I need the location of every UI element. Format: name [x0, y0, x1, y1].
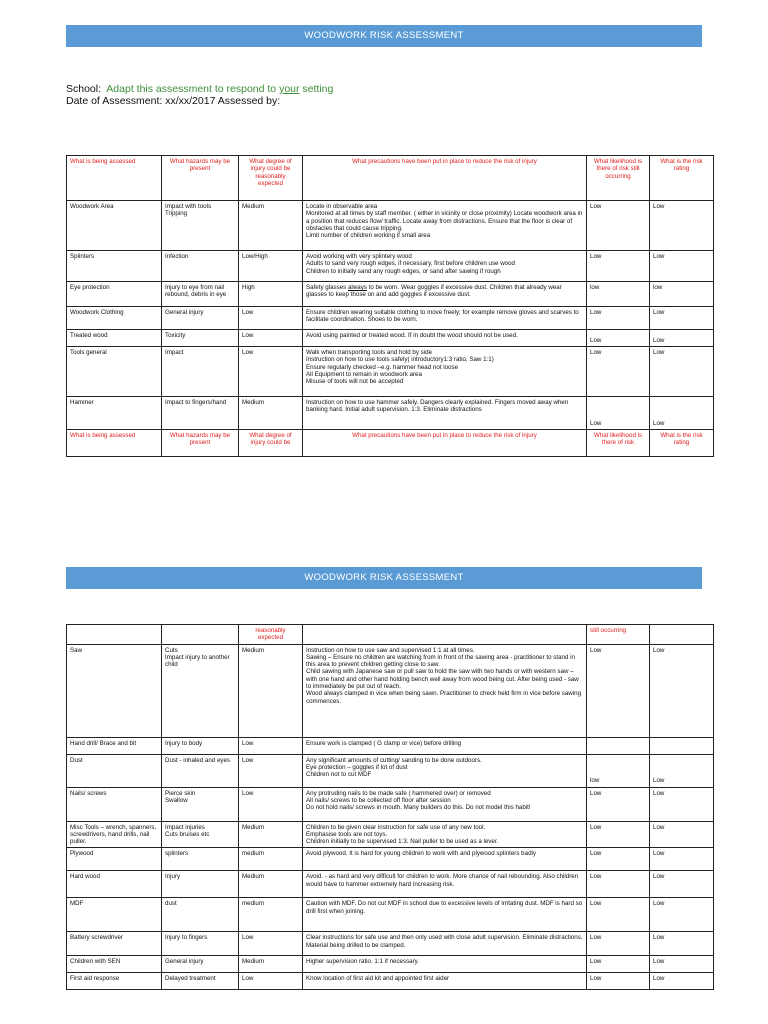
cell-degree: Low — [239, 307, 303, 330]
cell-likelihood: Low — [587, 397, 650, 430]
cell-hazard: Injury to body — [162, 737, 239, 754]
school-value-post: setting — [299, 83, 334, 95]
cell-rating: Low — [650, 898, 714, 932]
table-row — [67, 251, 714, 282]
cell-precautions: Children to be given clear instruction for safe use of any new tool. Emphasise tools are not toys. Children initially to be supervised 1:3. Nail puller to be used as a lever. — [303, 821, 587, 848]
cell-precautions: Safety glasses always to be worn. Wear goggles if excessive dust. Children that already wear glasses to keep those on and add goggles if excessive dust. — [303, 282, 587, 307]
cell-rating: Low — [650, 330, 714, 347]
cell-likelihood: Low — [587, 932, 650, 956]
table-row — [67, 330, 714, 347]
table-footer-header-row — [67, 430, 714, 457]
cell-precautions: Walk when transporting tools and hold by side Instruction on how to use tools safely( introductory1:3 ratio, Saw 1:1) Ensure regularly checked –e.g. hammer head not loose All Equipment to remain in woodwork area Misuse of tools will not be accepted — [303, 347, 587, 397]
cell-likelihood: Low — [587, 956, 650, 973]
cell-hazard: Impact — [162, 347, 239, 397]
header-degree: What degree of injury could be — [239, 430, 303, 457]
cell-hazard: Impact injuries Cuts bruises etc — [162, 821, 239, 848]
cell-item: Battery screwdriver — [67, 932, 162, 956]
cell-likelihood: Low — [587, 307, 650, 330]
cell-degree: Low — [239, 347, 303, 397]
cell-likelihood: Low — [587, 644, 650, 737]
table-row — [67, 898, 714, 932]
banner-title: WOODWORK RISK ASSESSMENT — [304, 572, 464, 583]
cell-likelihood: Low — [587, 898, 650, 932]
table-row — [67, 821, 714, 848]
cell-precautions: Avoid using painted or treated wood. If in doubt the wood should not be used. — [303, 330, 587, 347]
header-precautions: What precautions have been put in place to reduce the risk of injury — [303, 430, 587, 457]
cell-item: First aid response — [67, 973, 162, 990]
cell-hazard: Infection — [162, 251, 239, 282]
cell-hazard: splinters — [162, 848, 239, 871]
date-assessed-line: Date of Assessment: xx/xx/2017 Assessed by: — [66, 95, 281, 107]
cell-rating: Low — [650, 973, 714, 990]
cell-item: Children with SEN — [67, 956, 162, 973]
cell-item: Tools general — [67, 347, 162, 397]
cell-degree: medium — [239, 898, 303, 932]
cell-likelihood: Low — [587, 821, 650, 848]
table-row — [67, 848, 714, 871]
table-header-row — [67, 156, 714, 201]
cell-precautions: Avoid working with very splintery wood Adults to sand very rough edges, if necessary, first before children use wood Children to initially sand any rough edges, or sand after sawing if rough — [303, 251, 587, 282]
cell-rating: Low — [650, 871, 714, 898]
cell-likelihood: Low — [587, 251, 650, 282]
cell-item: Woodwork Clothing — [67, 307, 162, 330]
cell-hazard: Cuts Impact injury to another child — [162, 644, 239, 737]
cell-precautions: Locate in observable area Monitored at all times by staff member. ( either in vicinity or close proximity) Locate woodwork area in a position that reduces flow/ traffic. Locate away from distractions. Ensure that the floor is clear of obstacles that could cause tripping. Limit number of children working if small area — [303, 201, 587, 251]
school-line — [66, 83, 333, 95]
cell-rating: Low — [650, 821, 714, 848]
cell-rating: Low — [650, 307, 714, 330]
cell-likelihood: Low — [587, 973, 650, 990]
cell-item: Hard wood — [67, 871, 162, 898]
cell-hazard: Dust - inhaled and eyes — [162, 754, 239, 787]
header-what-empty — [67, 625, 162, 645]
table-row — [67, 397, 714, 430]
header-what: What is being assessed — [67, 430, 162, 457]
cell-degree: medium — [239, 848, 303, 871]
cell-likelihood: low — [587, 754, 650, 787]
table-row — [67, 956, 714, 973]
cell-degree: Low — [239, 754, 303, 787]
cell-degree: High — [239, 282, 303, 307]
cell-rating: Low — [650, 347, 714, 397]
cell-hazard: Impact with tools Tripping — [162, 201, 239, 251]
cell-item: Plywood — [67, 848, 162, 871]
cell-rating: Low — [650, 644, 714, 737]
cell-degree: Low — [239, 737, 303, 754]
cell-likelihood: Low — [587, 347, 650, 397]
cell-rating: Low — [650, 932, 714, 956]
cell-precautions: Instruction on how to use saw and supervised 1:1 at all times. Sawing – Ensure no children are watching from in front of the sawing area - practitioner to stand in this area to prevent children getting close to saw. Child sawing with Japanese saw or pull saw to hold the saw with two hands or with western saw – with one hand and other hand holding bench well away from wood being cut. After being used - saw to immediately be put out of reach. Wood always clamped in vice when being sawn. Practitioner to check held firm in vice before sawing commences. — [303, 644, 587, 737]
table-row — [67, 201, 714, 251]
cell-hazard: Toxicity — [162, 330, 239, 347]
cell-item: Nails/ screws — [67, 787, 162, 821]
cell-hazard: Injury to fingers — [162, 932, 239, 956]
cell-precautions: Caution with MDF. Do not cut MDF in school due to excessive levels of irritating dust. MDF is hard so drill first when joining. — [303, 898, 587, 932]
table-row — [67, 347, 714, 397]
header-degree: What degree of injury could be reasonably expected — [239, 156, 303, 201]
cell-precautions: Avoid plywood. It is hard for young children to work with and plywood splinters badly — [303, 848, 587, 871]
cell-item: Hammer — [67, 397, 162, 430]
cell-precautions: Ensure work is clamped ( G clamp or vice) before drilling — [303, 737, 587, 754]
cell-precautions: Any significant amounts of cutting/ sanding to be done outdoors. Eye protection – goggles if lot of dust Children not to cut MDF — [303, 754, 587, 787]
cell-likelihood: Low — [587, 848, 650, 871]
header-likelihood: What likelihood is there of risk — [587, 430, 650, 457]
header-what: What is being assessed — [67, 156, 162, 201]
header-likelihood: still occurring — [587, 625, 650, 645]
cell-item: Treated wood — [67, 330, 162, 347]
cell-rating — [650, 737, 714, 754]
header-hazards: What hazards may be present — [162, 156, 239, 201]
cell-hazard: Delayed treatment — [162, 973, 239, 990]
school-label: School: — [66, 83, 102, 95]
cell-item: Dust — [67, 754, 162, 787]
school-value-pre: Adapt this assessment to respond to — [106, 83, 280, 95]
cell-hazard: Injury to eye from nail rebound, debris in eye — [162, 282, 239, 307]
cell-item: Misc Tools – wrench, spanners, screwdrivers, hand drills, nail puller. — [67, 821, 162, 848]
cell-item: MDF — [67, 898, 162, 932]
cell-rating: Low — [650, 754, 714, 787]
cell-degree: Medium — [239, 871, 303, 898]
header-precautions: What precautions have been put in place to reduce the risk of injury — [303, 156, 587, 201]
table-row — [67, 787, 714, 821]
header-rating: What is the risk rating — [650, 156, 714, 201]
table-header-continued-row — [67, 625, 714, 645]
cell-degree: Medium — [239, 956, 303, 973]
cell-hazard: General injury — [162, 956, 239, 973]
table-row — [67, 307, 714, 330]
date-line — [66, 95, 280, 107]
cell-hazard: Pierce skin Swallow — [162, 787, 239, 821]
cell-item: Saw — [67, 644, 162, 737]
cell-hazard: dust — [162, 898, 239, 932]
cell-hazard: Impact to fingers/hand — [162, 397, 239, 430]
cell-degree: Medium — [239, 397, 303, 430]
header-likelihood: What likelihood is there of risk still occurring — [587, 156, 650, 201]
risk-table-2 — [66, 624, 714, 990]
cell-degree: Low — [239, 932, 303, 956]
cell-degree: Medium — [239, 644, 303, 737]
cell-item: Eye protection — [67, 282, 162, 307]
cell-precautions: Clear instructions for safe use and then only used with close adult supervision. Eliminate distractions. Material being drilled to be clamped. — [303, 932, 587, 956]
cell-degree: Low — [239, 787, 303, 821]
cell-degree: Medium — [239, 201, 303, 251]
header-hazards-empty — [162, 625, 239, 645]
cell-item: Hand drill/ Brace and bit — [67, 737, 162, 754]
cell-precautions: Any protruding nails to be made safe ( hammered over) or removed All nails/ screws to be collected off floor after session Do not hold nails/ screws in mouth. Many builders do this. Do not model this habit! — [303, 787, 587, 821]
banner-title: WOODWORK RISK ASSESSMENT — [304, 30, 464, 41]
cell-rating: Low — [650, 251, 714, 282]
cell-degree: Low — [239, 973, 303, 990]
table-row — [67, 644, 714, 737]
cell-hazard: General injury — [162, 307, 239, 330]
cell-precautions: Instruction on how to use hammer safely. Dangers clearly explained. Fingers moved away when banking hard. Initial adult supervision. 1:3. Eliminate distractions — [303, 397, 587, 430]
cell-rating: Low — [650, 397, 714, 430]
cell-precautions: Higher supervision ratio. 1:1 if necessary. — [303, 956, 587, 973]
cell-rating: Low — [650, 201, 714, 251]
cell-rating: low — [650, 282, 714, 307]
cell-degree: Medium — [239, 821, 303, 848]
cell-precautions: Avoid. - as hard and very difficult for children to work. More chance of nail rebounding. Also children would have to hammer extremely hard increasing risk. — [303, 871, 587, 898]
school-value-underlined: your — [279, 83, 300, 95]
cell-hazard: Injury — [162, 871, 239, 898]
school-value — [106, 83, 333, 95]
table-row — [67, 871, 714, 898]
table-row — [67, 973, 714, 990]
cell-likelihood: Low — [587, 330, 650, 347]
cell-item: Splinters — [67, 251, 162, 282]
page-banner — [66, 25, 702, 47]
cell-likelihood: Low — [587, 201, 650, 251]
cell-rating: Low — [650, 956, 714, 973]
table-row — [67, 282, 714, 307]
cell-degree: Low — [239, 330, 303, 347]
header-degree: reasonably expected — [239, 625, 303, 645]
page-banner — [66, 567, 702, 589]
cell-likelihood: Low — [587, 787, 650, 821]
cell-likelihood — [587, 737, 650, 754]
header-rating: What is the risk rating — [650, 430, 714, 457]
cell-likelihood: low — [587, 282, 650, 307]
cell-rating: Low — [650, 848, 714, 871]
table-row — [67, 754, 714, 787]
cell-likelihood: Low — [587, 871, 650, 898]
cell-precautions: Know location of first aid kit and appointed first aider — [303, 973, 587, 990]
table-row — [67, 737, 714, 754]
cell-item: Woodwork Area — [67, 201, 162, 251]
header-precautions-empty — [303, 625, 587, 645]
cell-degree: Low/High — [239, 251, 303, 282]
cell-precautions: Ensure children wearing suitable clothing to move freely; for example remove gloves and scarves to facilitate coordination. Shoes to be worn. — [303, 307, 587, 330]
cell-rating: Low — [650, 787, 714, 821]
table-row — [67, 932, 714, 956]
header-hazards: What hazards may be present — [162, 430, 239, 457]
header-rating-empty — [650, 625, 714, 645]
risk-table-1 — [66, 155, 714, 457]
